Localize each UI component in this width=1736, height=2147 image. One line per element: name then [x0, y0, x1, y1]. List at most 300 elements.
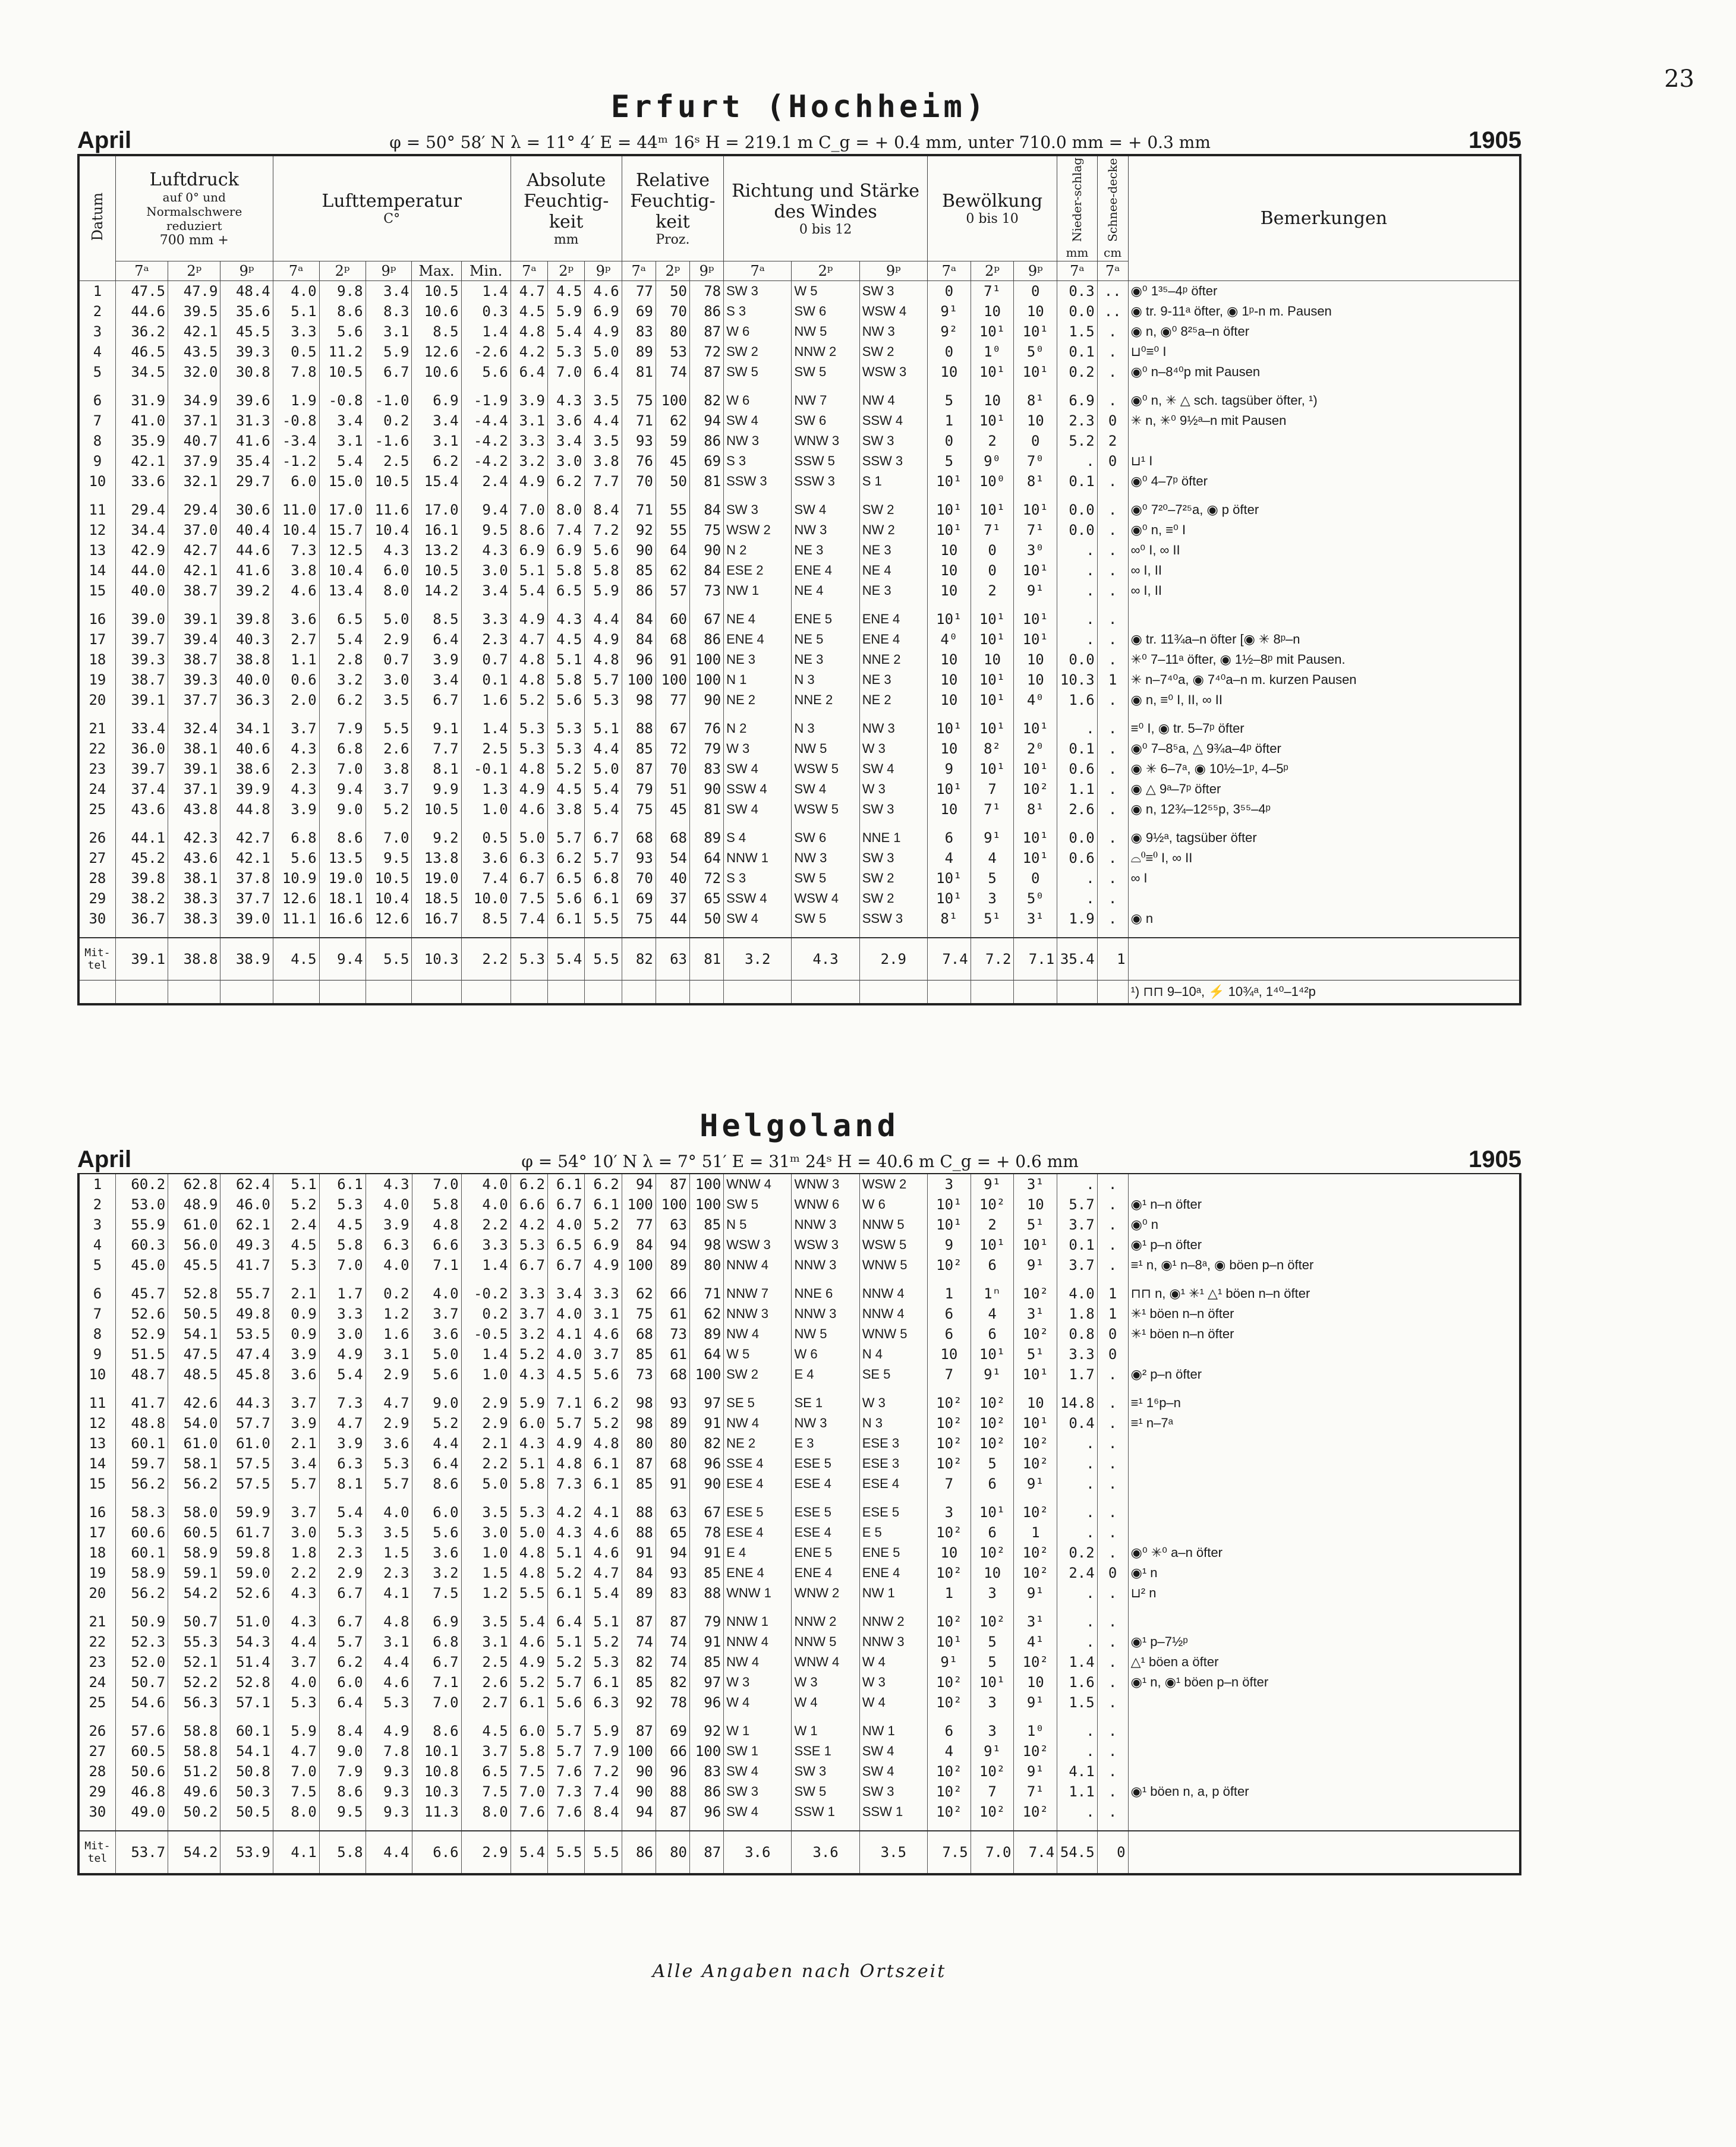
table-cell: 6.1	[548, 909, 585, 938]
table-cell: NW 3	[792, 520, 859, 540]
table-cell: 10	[1014, 670, 1057, 690]
table-cell: 74	[656, 1652, 689, 1672]
table-cell: 10²	[928, 1393, 971, 1413]
table-cell: 4.8	[511, 650, 547, 670]
table-cell: 6.7	[319, 1612, 366, 1632]
table-cell: ◉¹ n, ◉¹ böen p–n öfter	[1128, 1672, 1520, 1692]
table-cell: 4.9	[511, 779, 547, 799]
table-cell: W 3	[724, 1672, 792, 1692]
table-cell: 8.0	[273, 1802, 319, 1831]
table-cell: 5.0	[461, 1474, 511, 1502]
table-cell: NNW 1	[724, 848, 792, 868]
table-cell: 41.6	[220, 431, 273, 451]
table-cell: 83	[689, 759, 723, 779]
table-cell: 71	[690, 1284, 724, 1304]
table-cell: 8.4	[585, 1802, 622, 1831]
table-cell: 93	[622, 431, 656, 451]
table-cell: 6.2	[412, 451, 461, 471]
table-cell: 86	[622, 581, 656, 609]
table-cell: 5.7	[585, 848, 622, 868]
table-cell: 10¹	[971, 718, 1014, 739]
col-rel-feuchtigkeit: Relative Feuchtig-keit Proz.	[622, 155, 723, 261]
table-cell: 39.1	[115, 690, 168, 718]
table-cell: 0.2	[461, 1304, 511, 1324]
table-cell: NNW 3	[792, 1215, 859, 1235]
table-cell: SW 3	[724, 500, 792, 520]
table-cell: 6.3	[511, 848, 547, 868]
table-cell: 10²	[928, 1413, 971, 1433]
table-cell: 62	[656, 411, 689, 431]
table-cell: 4.6	[273, 581, 319, 609]
table-cell	[1128, 1433, 1520, 1454]
table-cell: NW 5	[792, 739, 859, 759]
table-cell: NNW 2	[792, 1612, 859, 1632]
table-cell: 3.4	[412, 411, 461, 431]
table-cell: 6	[971, 1522, 1014, 1543]
sub-9p: 9ᵖ	[1014, 261, 1057, 281]
table-cell: 39.7	[115, 629, 168, 650]
table-cell: SW 3	[792, 1761, 859, 1782]
table-cell: 1.4	[461, 1344, 511, 1364]
table-cell: 9	[928, 1235, 971, 1255]
table-cell: 10²	[928, 1692, 971, 1721]
table-cell: 4.0	[461, 1194, 511, 1215]
table-cell: 9.5	[366, 848, 412, 868]
table-cell: 3.5	[461, 1502, 511, 1522]
table-cell: NNW 5	[792, 1632, 859, 1652]
table-cell: 39.1	[168, 609, 220, 629]
footnote: ¹) ⊓⊓ 9–10ᵃ, ⚡ 10¾ᵃ, 1⁴⁰–1⁴²p	[1128, 981, 1520, 1005]
table-cell: 4.0	[273, 1672, 319, 1692]
table-cell: 60.5	[168, 1522, 220, 1543]
table-cell: 3.1	[461, 1632, 511, 1652]
table-cell: 0.2	[366, 1284, 412, 1304]
table-cell: 1.4	[461, 1255, 511, 1284]
table-cell: 80	[656, 1433, 689, 1454]
table-cell: .	[1057, 888, 1098, 909]
table-cell: 10¹	[1014, 718, 1057, 739]
table-cell: 69	[689, 451, 723, 471]
table-cell: N 2	[724, 540, 792, 560]
table-cell: 9¹	[971, 1364, 1014, 1393]
table-cell: 3.9	[319, 1433, 366, 1454]
table-cell: 7.4	[511, 909, 547, 938]
table-cell: 6.9	[585, 1235, 622, 1255]
mittel-cell: 5.3	[511, 938, 547, 981]
table-cell: 93	[656, 1563, 689, 1583]
table-cell: 5.3	[511, 1502, 547, 1522]
table-cell: 7.0	[273, 1761, 319, 1782]
col-bemerkungen: Bemerkungen	[1128, 155, 1520, 281]
table-cell: 4.0	[548, 1304, 585, 1324]
table-cell: 16	[78, 1502, 115, 1522]
table-cell: WSW 4	[792, 888, 859, 909]
table-cell: ENE 4	[792, 1563, 859, 1583]
table-cell: 53.5	[220, 1324, 273, 1344]
month-label: April	[77, 1146, 132, 1172]
table-cell: ENE 4	[792, 560, 859, 581]
table-cell: WSW 4	[859, 301, 927, 321]
table-cell: 10.5	[412, 560, 461, 581]
table-cell: 9¹	[971, 828, 1014, 848]
table-cell: .	[1097, 1194, 1128, 1215]
table-cell: 10	[1014, 1672, 1057, 1692]
table-cell: .	[1097, 739, 1128, 759]
table-cell: 10	[971, 390, 1014, 411]
table-cell: -4.2	[461, 431, 511, 451]
table-cell: 68	[656, 828, 689, 848]
table-row	[78, 500, 1520, 520]
table-cell: .	[1097, 1393, 1128, 1413]
table-cell: 68	[656, 1364, 689, 1393]
table-cell: SW 2	[859, 868, 927, 888]
table-cell: .	[1097, 1802, 1128, 1831]
table-cell: 9	[78, 1344, 115, 1364]
table-cell: ENE 4	[859, 629, 927, 650]
table-cell: 1	[78, 281, 115, 302]
sub-7a: 7ᵃ	[115, 261, 168, 281]
table-cell: 52.8	[168, 1284, 220, 1304]
table-cell: 10¹	[971, 759, 1014, 779]
col-luftdruck: Luftdruck auf 0° und Normalschwere reduziert 700 mm +	[115, 155, 273, 261]
col-schneedecke: Schnee-decke cm	[1097, 155, 1128, 261]
table-cell: 20	[78, 690, 115, 718]
table-cell: 12	[78, 520, 115, 540]
table-cell: 4.4	[273, 1632, 319, 1652]
table-cell: 34.4	[115, 520, 168, 540]
footnote-spacer	[319, 981, 366, 1005]
table-row	[78, 342, 1520, 362]
table-cell: 8.1	[319, 1474, 366, 1502]
table-cell: 4.1	[366, 1583, 412, 1612]
table-cell: 1.9	[273, 390, 319, 411]
table-cell: 96	[690, 1802, 724, 1831]
table-cell	[1128, 431, 1520, 451]
table-cell: 10¹	[927, 888, 971, 909]
table-cell: 5.5	[511, 1583, 547, 1612]
table-cell: 2	[1097, 431, 1128, 451]
table-cell: E 3	[792, 1433, 859, 1454]
table-cell: SW 6	[792, 828, 859, 848]
table-cell: 68	[622, 1324, 656, 1344]
table-cell: 6.9	[585, 301, 622, 321]
table-cell: 96	[656, 1761, 689, 1782]
table-cell: 7.6	[548, 1761, 585, 1782]
table-cell: 6.7	[511, 1255, 547, 1284]
table-cell: 4.5	[273, 1235, 319, 1255]
table-cell: .	[1097, 629, 1128, 650]
table-cell: .	[1057, 1741, 1098, 1761]
table-cell: 37.9	[168, 451, 220, 471]
table-cell: 9.0	[319, 799, 366, 828]
table-cell: 53.0	[115, 1194, 168, 1215]
table-cell: 89	[689, 828, 723, 848]
table-cell: ESE 3	[859, 1454, 927, 1474]
table-cell: 10¹	[1014, 362, 1057, 390]
table-cell: 10	[927, 581, 971, 609]
table-cell: 10.4	[366, 520, 412, 540]
table-cell: 51.5	[115, 1344, 168, 1364]
mittel-cell: 7.4	[1014, 1831, 1057, 1874]
table-cell: 4.6	[366, 1672, 412, 1692]
table-row	[78, 690, 1520, 718]
table-cell: 6.7	[412, 690, 461, 718]
table-cell: N 3	[859, 1413, 927, 1433]
col-datum: Datum	[78, 155, 115, 281]
sub-2p: 2ᵖ	[792, 261, 859, 281]
table-cell: .	[1057, 718, 1098, 739]
table-cell: 7.5	[511, 1761, 547, 1782]
table-row	[78, 321, 1520, 342]
table-cell: NW 5	[792, 1324, 859, 1344]
table-cell: 4.8	[366, 1612, 412, 1632]
table-cell: 54.1	[168, 1324, 220, 1344]
table-cell: ESE 3	[859, 1433, 927, 1454]
table-cell: 54	[656, 848, 689, 868]
table-cell: 87	[656, 1802, 689, 1831]
table-cell: 60.1	[115, 1543, 168, 1563]
month-label: April	[77, 127, 132, 153]
table-cell: 4.0	[366, 1502, 412, 1522]
table-cell: ◉ tr. 9-11ᵃ öfter, ◉ 1ᵖ-n m. Pausen	[1128, 301, 1520, 321]
table-cell: ∞ I, II	[1128, 560, 1520, 581]
table-cell: 5.1	[548, 1543, 585, 1563]
table-cell: 0.9	[273, 1304, 319, 1324]
table-cell: SW 5	[792, 362, 859, 390]
table-cell: 10¹	[1014, 759, 1057, 779]
table-cell: 5.7	[1057, 1194, 1098, 1215]
table-cell: 7.9	[585, 1741, 622, 1761]
table-cell: 3.1	[319, 431, 366, 451]
table-cell: 36.3	[220, 690, 273, 718]
table-cell: 5.9	[511, 1393, 547, 1413]
table-cell: N 3	[792, 718, 859, 739]
table-cell: 1.1	[1057, 779, 1098, 799]
table-cell: 5.2	[511, 690, 547, 718]
sub-7a: 7ᵃ	[927, 261, 971, 281]
table-cell: 6.5	[548, 581, 585, 609]
table-cell: -0.8	[319, 390, 366, 411]
table-cell: 39.1	[168, 759, 220, 779]
table-cell: 8.6	[319, 301, 366, 321]
table-cell: 1	[78, 1174, 115, 1194]
table-cell: 10²	[1014, 779, 1057, 799]
table-cell: 7.3	[548, 1782, 585, 1802]
table-cell: 5⁰	[1014, 888, 1057, 909]
table-cell: 8.0	[548, 500, 585, 520]
table-row	[78, 1255, 1520, 1284]
table-cell: W 5	[792, 281, 859, 302]
erfurt-rows	[78, 281, 1520, 1005]
table-cell: 3.8	[548, 799, 585, 828]
table-cell: 5.7	[319, 1632, 366, 1652]
table-cell: 3¹	[1014, 909, 1057, 938]
table-cell: 10²	[1014, 1433, 1057, 1454]
table-cell: 7.3	[319, 1393, 366, 1413]
table-cell: NE 4	[724, 609, 792, 629]
table-cell: ESE 4	[724, 1522, 792, 1543]
table-cell: 9¹	[1014, 1692, 1057, 1721]
table-cell: 3.6	[461, 848, 511, 868]
table-cell: 9¹	[1014, 1583, 1057, 1612]
table-cell: SW 4	[724, 1802, 792, 1831]
table-cell: 5.3	[585, 1652, 622, 1672]
table-cell: 10²	[1014, 1802, 1057, 1831]
table-cell: 4	[928, 1741, 971, 1761]
table-cell: 2.9	[461, 1413, 511, 1433]
table-cell: -4.2	[461, 451, 511, 471]
table-cell: 10.1	[412, 1741, 461, 1761]
table-cell: ◉⁰ 7–8⁵a, △ 9¾a–4ᵖ öfter	[1128, 739, 1520, 759]
table-cell: 5.3	[511, 718, 547, 739]
table-cell: 6.1	[585, 1474, 622, 1502]
table-cell: 3.7	[412, 1304, 461, 1324]
table-cell: ✳ n–7⁴⁰a, ◉ 7⁴⁰a–n m. kurzen Pausen	[1128, 670, 1520, 690]
table-cell: 7.9	[319, 718, 366, 739]
table-cell: ◉⁰ 4–7ᵖ öfter	[1128, 471, 1520, 500]
table-cell: 8¹	[1014, 471, 1057, 500]
table-cell: WSW 5	[792, 799, 859, 828]
table-cell: 9¹	[971, 1741, 1014, 1761]
table-cell: 2	[971, 581, 1014, 609]
table-cell: 5.2	[548, 759, 585, 779]
table-cell: SSW 1	[859, 1802, 927, 1831]
table-cell: -0.2	[461, 1284, 511, 1304]
table-cell: 7.0	[511, 1782, 547, 1802]
table-cell: 7¹	[1014, 1782, 1057, 1802]
table-cell: 5.7	[548, 1721, 585, 1741]
table-cell: 68	[622, 828, 656, 848]
table-cell: NE 5	[792, 629, 859, 650]
table-cell: .	[1057, 560, 1098, 581]
table-cell: ⊔⁰≡⁰ I	[1128, 342, 1520, 362]
table-cell: 70	[622, 471, 656, 500]
sub-7a: 7ᵃ	[1097, 261, 1128, 281]
table-cell: 2.3	[273, 759, 319, 779]
table-cell: 1.6	[461, 690, 511, 718]
table-cell: 49.3	[220, 1235, 273, 1255]
table-cell: .	[1097, 1215, 1128, 1235]
table-cell: 0	[1014, 431, 1057, 451]
table-cell: NNE 6	[792, 1284, 859, 1304]
table-cell: 6.1	[585, 1454, 622, 1474]
table-cell: ◉ ✳ 6–7ᵃ, ◉ 10½–1ᵖ, 4–5ᵖ	[1128, 759, 1520, 779]
table-cell: 52.2	[168, 1672, 220, 1692]
table-cell: .	[1057, 868, 1098, 888]
table-cell: 87	[622, 1454, 656, 1474]
table-cell: 1	[1014, 1522, 1057, 1543]
table-cell: 10²	[971, 1802, 1014, 1831]
table-cell: ESE 5	[792, 1502, 859, 1522]
table-cell: 53	[656, 342, 689, 362]
table-cell: 16.7	[412, 909, 461, 938]
table-cell: 3.7	[273, 718, 319, 739]
table-cell: N 1	[724, 670, 792, 690]
table-cell: 10²	[928, 1672, 971, 1692]
table-cell: .	[1097, 1474, 1128, 1502]
table-cell: W 6	[724, 390, 792, 411]
table-cell: 10²	[971, 1413, 1014, 1433]
table-cell: 2.9	[366, 1364, 412, 1393]
table-cell: 4.4	[366, 1652, 412, 1672]
table-cell: 19	[78, 670, 115, 690]
table-cell: 4.6	[585, 1522, 622, 1543]
table-cell: 10¹	[927, 779, 971, 799]
table-cell: WSW 2	[859, 1174, 927, 1194]
table-cell: 48.5	[168, 1364, 220, 1393]
sub-9p: 9ᵖ	[366, 261, 412, 281]
table-cell: 57	[656, 581, 689, 609]
table-cell: 42.9	[115, 540, 168, 560]
mittel-cell: 5.4	[511, 1831, 547, 1874]
table-cell: 2.6	[366, 739, 412, 759]
table-cell: .	[1057, 1502, 1098, 1522]
table-cell: .	[1057, 1802, 1098, 1831]
table-cell: 5.9	[585, 1721, 622, 1741]
table-cell: 44.0	[115, 560, 168, 581]
table-cell: .	[1097, 690, 1128, 718]
table-cell: 2.1	[273, 1284, 319, 1304]
table-cell: WNW 4	[724, 1174, 792, 1194]
table-cell: 6.4	[548, 1612, 585, 1632]
helgoland-table	[77, 1173, 1521, 1875]
table-cell: .	[1097, 471, 1128, 500]
table-cell: 6.7	[366, 362, 412, 390]
mittel-cell: 6.6	[412, 1831, 461, 1874]
table-cell: 3.4	[273, 1454, 319, 1474]
table-cell: 1⁰	[1014, 1721, 1057, 1741]
table-cell: 74	[656, 1632, 689, 1652]
table-cell: 3	[78, 321, 115, 342]
table-cell: 6	[78, 1284, 115, 1304]
table-cell: 11.3	[412, 1802, 461, 1831]
table-cell: 2.3	[1057, 411, 1098, 431]
table-cell: ◉¹ p–n öfter	[1128, 1235, 1520, 1255]
mittel-cell: 7.4	[927, 938, 971, 981]
table-cell: .	[1057, 540, 1098, 560]
table-cell: 3	[971, 1721, 1014, 1741]
sub-7a: 7ᵃ	[724, 261, 792, 281]
table-cell: 10.4	[273, 520, 319, 540]
table-cell: 62.1	[220, 1215, 273, 1235]
table-cell: 86	[689, 431, 723, 451]
table-row	[78, 670, 1520, 690]
table-cell: 70	[656, 759, 689, 779]
table-cell: ≡¹ n, ◉¹ n–8ᵃ, ◉ böen p–n öfter	[1128, 1255, 1520, 1284]
table-cell: NE 4	[792, 581, 859, 609]
footnote-spacer	[1097, 981, 1128, 1005]
table-row	[78, 581, 1520, 609]
table-cell: 4.3	[511, 1433, 547, 1454]
table-cell: 4⁰	[1014, 690, 1057, 718]
table-cell: 3.9	[412, 650, 461, 670]
table-cell: 3.3	[511, 1284, 547, 1304]
table-cell: 3.9	[511, 390, 547, 411]
table-cell: ESE 5	[792, 1454, 859, 1474]
table-cell: 1.5	[461, 1563, 511, 1583]
table-cell: 52.1	[168, 1652, 220, 1672]
table-cell: 45.0	[115, 1255, 168, 1284]
table-cell: 1.1	[273, 650, 319, 670]
table-cell: 10²	[1014, 1741, 1057, 1761]
table-row	[78, 411, 1520, 431]
table-cell: 7.3	[273, 540, 319, 560]
table-cell: 26	[78, 828, 115, 848]
table-cell: SW 3	[724, 281, 792, 302]
table-cell: W 6	[859, 1194, 927, 1215]
table-cell: 48.8	[115, 1413, 168, 1433]
table-cell: 51.0	[220, 1612, 273, 1632]
